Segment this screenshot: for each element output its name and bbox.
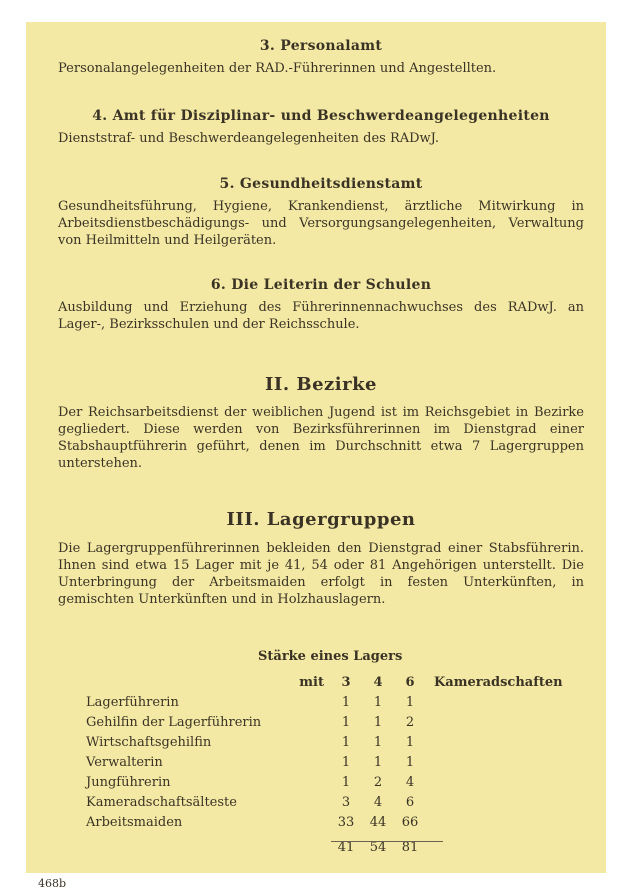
table-row [86,712,563,732]
row-value: 1 [405,754,415,770]
row-value: 66 [401,814,419,830]
table-row [86,812,563,832]
section-title: 4. Amt für Disziplinar- und Beschwerdeangelegenheiten [92,108,550,124]
section-body: Personalangelegenheiten der RAD.-Führerinnen und Angestellten. [58,61,497,76]
page-number: 468b [38,877,67,890]
table-row [86,692,563,712]
section-personalamt [58,38,584,77]
row-value: 2 [373,774,383,790]
section-body: Gesundheitsführung, Hygiene, Krankendienst, ärztliche Mitwirkung in Arbeitsdienstbeschädigungs- und Versorgungsangelegenheiten, Verwaltung von Heilmitteln und Heilgeräten. [58,199,584,248]
table-header-row [86,672,563,692]
section-body: Dienststraf- und Beschwerdeangelegenheiten des RADwJ. [58,131,439,146]
row-label: Kameradschaftsälteste [86,794,237,810]
header-col: 4 [373,674,383,690]
row-label: Gehilfin der Lagerführerin [86,714,262,730]
row-label: Arbeitsmaiden [86,814,183,830]
row-value: 4 [405,774,415,790]
header-prefix: mit [299,674,324,690]
row-value: 1 [373,754,383,770]
part-title: II. Bezirke [264,374,377,395]
section-title: 5. Gesundheitsdienstamt [219,176,423,192]
section-gesundheitsdienstamt [58,176,584,249]
section-body: Ausbildung und Erziehung des Führerinnennachwuchses des RADwJ. an Lager-, Bezirksschulen und der Reichsschule. [58,300,584,332]
table-row [86,752,563,772]
section-title: 3. Personalamt [259,38,383,54]
header-col: 6 [405,674,415,690]
section-disziplinar [58,108,584,147]
part-lagergruppen [58,509,584,608]
row-value: 33 [337,814,355,830]
row-value: 6 [405,794,415,810]
header-suffix: Kameradschaften [434,674,563,690]
row-value: 1 [405,694,415,710]
row-value: 44 [369,814,387,830]
sum-divider [331,841,443,842]
header-col: 3 [341,674,351,690]
total-value: 81 [401,839,419,855]
row-value: 3 [341,794,351,810]
row-value: 1 [405,734,415,750]
part-title: III. Lagergruppen [226,509,416,530]
row-value: 1 [341,754,351,770]
row-value: 1 [341,714,351,730]
table-title: Stärke eines Lagers [258,649,403,664]
part-body: Der Reichsarbeitsdienst der weiblichen Jugend ist im Reichsgebiet in Bezirke gegliedert. Diese werden von Bezirksführerinnen im Dienstgrad einer Stabshauptführerin geführt, denen im Durchschnitt etwa 7 Lagergruppen unterstehen. [58,405,584,471]
row-value: 1 [373,694,383,710]
strength-table [86,672,563,862]
row-label: Wirtschaftsgehilfin [86,734,212,750]
row-value: 1 [341,734,351,750]
row-value: 4 [373,794,383,810]
total-value: 41 [337,839,355,855]
table-row [86,732,563,752]
row-label: Verwalterin [86,754,163,770]
section-title: 6. Die Leiterin der Schulen [210,277,432,293]
row-value: 1 [373,714,383,730]
table-total-row [86,832,563,862]
row-label: Jungführerin [86,774,171,790]
row-value: 1 [341,774,351,790]
table-row [86,792,563,812]
row-value: 2 [405,714,415,730]
total-value: 54 [369,839,387,855]
document-page [26,22,606,890]
row-value: 1 [373,734,383,750]
section-schulen [58,277,584,333]
row-value: 1 [341,694,351,710]
part-body: Die Lagergruppenführerinnen bekleiden den Dienstgrad einer Stabsführerin. Ihnen sind etwa 15 Lager mit je 41, 54 oder 81 Angehörigen unterstellt. Die Unterbringung der Arbeitsmaiden erfolgt in festen Unterkünften, in gemischten Unterkünften und in Holzhauslagern. [58,541,584,607]
row-label: Lagerführerin [86,694,179,710]
part-bezirke [58,374,584,472]
table-row [86,772,563,792]
